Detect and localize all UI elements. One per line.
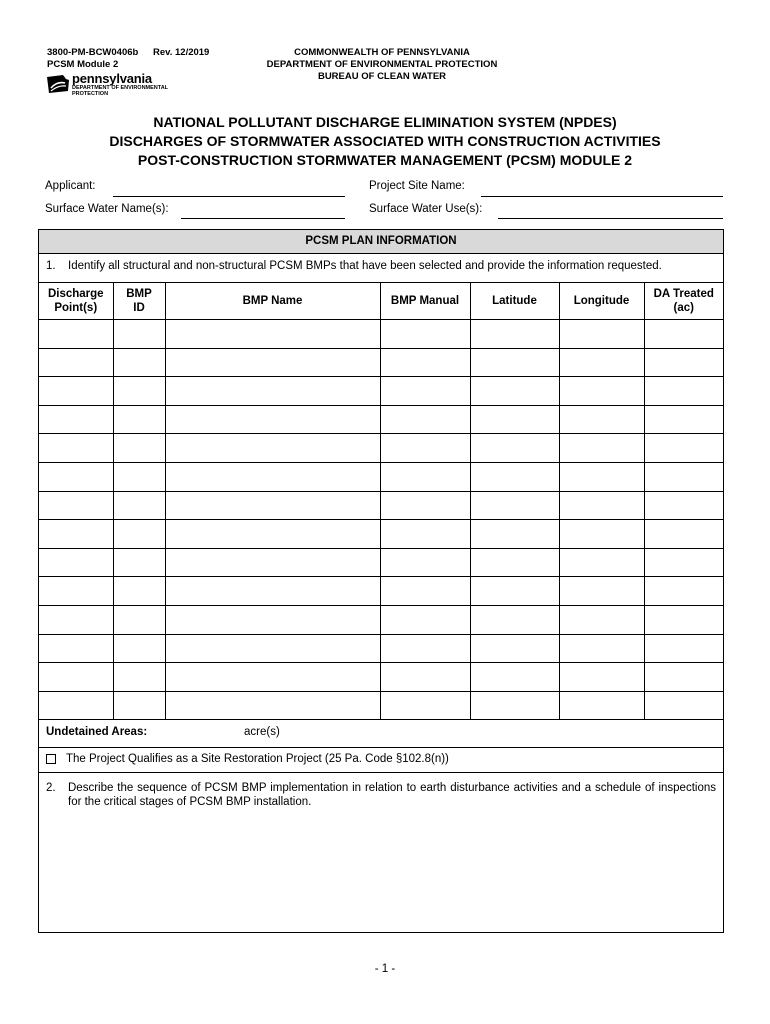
cell-bmp-name[interactable]	[165, 320, 380, 349]
cell-latitude[interactable]	[470, 377, 559, 406]
cell-da-treated[interactable]	[644, 691, 723, 720]
cell-discharge[interactable]	[39, 320, 113, 349]
cell-bmp-id[interactable]	[113, 548, 165, 577]
logo-dept	[72, 85, 168, 97]
cell-bmp-manual[interactable]	[380, 520, 470, 549]
cell-bmp-manual[interactable]	[380, 691, 470, 720]
site-restoration-row	[39, 747, 723, 773]
cell-bmp-id[interactable]	[113, 348, 165, 377]
cell-longitude[interactable]	[559, 377, 644, 406]
cell-bmp-id[interactable]	[113, 491, 165, 520]
cell-discharge[interactable]	[39, 605, 113, 634]
cell-bmp-name[interactable]	[165, 348, 380, 377]
cell-longitude[interactable]	[559, 462, 644, 491]
site-restoration-checkbox[interactable]	[46, 754, 56, 764]
table-header-row	[39, 283, 723, 320]
cell-bmp-id[interactable]	[113, 663, 165, 692]
cell-bmp-manual[interactable]	[380, 491, 470, 520]
cell-bmp-name[interactable]	[165, 520, 380, 549]
cell-bmp-manual[interactable]	[380, 548, 470, 577]
cell-da-treated[interactable]	[644, 491, 723, 520]
cell-da-treated[interactable]	[644, 577, 723, 606]
cell-latitude[interactable]	[470, 434, 559, 463]
item1-text: Identify all structural and non-structural PCSM BMPs that have been selected and provide the information requested.	[68, 260, 662, 272]
table-row	[39, 491, 723, 520]
table-row	[39, 434, 723, 463]
title-line3: POST-CONSTRUCTION STORMWATER MANAGEMENT (PCSM) MODULE 2	[137, 152, 633, 168]
col-bmp-id-line2: ID	[133, 302, 145, 314]
cell-bmp-id[interactable]	[113, 634, 165, 663]
table-row	[39, 577, 723, 606]
logo-dept-line1: DEPARTMENT OF ENVIRONMENTAL	[72, 85, 169, 91]
surface-water-name-field[interactable]	[181, 218, 345, 219]
col-discharge-point	[39, 283, 113, 320]
cell-discharge[interactable]	[39, 663, 113, 692]
cell-da-treated[interactable]	[644, 634, 723, 663]
cell-bmp-id[interactable]	[113, 377, 165, 406]
table-row	[39, 663, 723, 692]
cell-da-treated[interactable]	[644, 605, 723, 634]
cell-bmp-id[interactable]	[113, 577, 165, 606]
cell-latitude[interactable]	[470, 663, 559, 692]
project-site-label: Project Site Name:	[369, 180, 465, 192]
pa-dep-logo	[46, 71, 196, 103]
col-bmp-id	[113, 283, 165, 320]
cell-bmp-manual[interactable]	[380, 577, 470, 606]
undetained-areas-unit: acre(s)	[244, 726, 280, 738]
item1-number: 1.	[46, 260, 56, 272]
surface-water-use-field[interactable]	[498, 218, 723, 219]
col-bmp-id-line1: BMP	[126, 288, 152, 300]
title-line2: DISCHARGES OF STORMWATER ASSOCIATED WITH CONSTRUCTION ACTIVITIES	[109, 133, 661, 149]
cell-bmp-name[interactable]	[165, 434, 380, 463]
cell-bmp-id[interactable]	[113, 605, 165, 634]
section-heading: PCSM PLAN INFORMATION	[39, 230, 723, 254]
cell-discharge[interactable]	[39, 348, 113, 377]
cell-discharge[interactable]	[39, 405, 113, 434]
col-bmp-name: BMP Name	[165, 283, 380, 320]
cell-bmp-manual[interactable]	[380, 320, 470, 349]
cell-da-treated[interactable]	[644, 548, 723, 577]
cell-bmp-name[interactable]	[165, 634, 380, 663]
applicant-field[interactable]	[113, 196, 345, 197]
applicant-label: Applicant:	[45, 180, 96, 192]
col-da-line1: DA Treated	[653, 288, 714, 300]
cell-da-treated[interactable]	[644, 348, 723, 377]
cell-da-treated[interactable]	[644, 405, 723, 434]
table-row	[39, 634, 723, 663]
form-code: 3800-PM-BCW0406b	[47, 47, 139, 58]
cell-longitude[interactable]	[559, 320, 644, 349]
cell-bmp-manual[interactable]	[380, 605, 470, 634]
cell-longitude[interactable]	[559, 405, 644, 434]
agency-line3: BUREAU OF CLEAN WATER	[317, 71, 447, 82]
site-restoration-label: The Project Qualifies as a Site Restoration Project (25 Pa. Code §102.8(n))	[66, 753, 449, 765]
cell-longitude[interactable]	[559, 577, 644, 606]
cell-longitude[interactable]	[559, 691, 644, 720]
cell-bmp-manual[interactable]	[380, 462, 470, 491]
cell-da-treated[interactable]	[644, 520, 723, 549]
project-site-field[interactable]	[481, 196, 723, 197]
cell-bmp-name[interactable]	[165, 577, 380, 606]
keystone-state-icon	[46, 73, 70, 99]
cell-discharge[interactable]	[39, 491, 113, 520]
col-da-treated	[644, 283, 723, 320]
cell-bmp-name[interactable]	[165, 491, 380, 520]
table-row	[39, 520, 723, 549]
module-name: PCSM Module 2	[47, 59, 119, 70]
col-latitude: Latitude	[470, 283, 559, 320]
cell-latitude[interactable]	[470, 491, 559, 520]
table-row	[39, 548, 723, 577]
pcsm-plan-section	[38, 229, 724, 933]
cell-latitude[interactable]	[470, 548, 559, 577]
cell-latitude[interactable]	[470, 320, 559, 349]
logo-word: pennsylvania	[72, 71, 152, 86]
form-revision: Rev. 12/2019	[153, 47, 210, 58]
cell-longitude[interactable]	[559, 605, 644, 634]
col-discharge-line1: Discharge	[47, 288, 104, 300]
table-row	[39, 377, 723, 406]
cell-discharge[interactable]	[39, 434, 113, 463]
cell-bmp-name[interactable]	[165, 663, 380, 692]
undetained-areas-label: Undetained Areas:	[46, 726, 148, 738]
cell-longitude[interactable]	[559, 348, 644, 377]
cell-latitude[interactable]	[470, 691, 559, 720]
cell-bmp-manual[interactable]	[380, 377, 470, 406]
cell-bmp-manual[interactable]	[380, 663, 470, 692]
col-discharge-line2: Point(s)	[54, 302, 98, 314]
cell-longitude[interactable]	[559, 634, 644, 663]
cell-latitude[interactable]	[470, 520, 559, 549]
cell-da-treated[interactable]	[644, 320, 723, 349]
item1-instruction	[46, 260, 662, 272]
logo-dept-line2: PROTECTION	[72, 91, 109, 97]
cell-bmp-name[interactable]	[165, 605, 380, 634]
table-row	[39, 691, 723, 720]
cell-longitude[interactable]	[559, 548, 644, 577]
cell-longitude[interactable]	[559, 663, 644, 692]
document-title	[30, 113, 740, 170]
cell-longitude[interactable]	[559, 520, 644, 549]
cell-discharge[interactable]	[39, 577, 113, 606]
table-row	[39, 320, 723, 349]
item2-instruction	[46, 781, 716, 809]
cell-bmp-name[interactable]	[165, 691, 380, 720]
agency-line1: COMMONWEALTH OF PENNSYLVANIA	[294, 47, 470, 58]
cell-bmp-id[interactable]	[113, 405, 165, 434]
item2-response-area[interactable]	[39, 815, 723, 931]
cell-longitude[interactable]	[559, 491, 644, 520]
cell-bmp-manual[interactable]	[380, 348, 470, 377]
cell-latitude[interactable]	[470, 348, 559, 377]
col-bmp-manual: BMP Manual	[380, 283, 470, 320]
cell-bmp-id[interactable]	[113, 434, 165, 463]
cell-bmp-id[interactable]	[113, 320, 165, 349]
item2-text: Describe the sequence of PCSM BMP implementation in relation to earth disturbance activities and a schedule of inspections for the critical stages of PCSM BMP installation.	[68, 782, 716, 808]
agency-header	[232, 47, 532, 83]
cell-discharge[interactable]	[39, 377, 113, 406]
table-row	[39, 348, 723, 377]
table-row	[39, 605, 723, 634]
cell-da-treated[interactable]	[644, 462, 723, 491]
cell-longitude[interactable]	[559, 434, 644, 463]
col-da-line2: (ac)	[673, 302, 694, 314]
cell-bmp-name[interactable]	[165, 405, 380, 434]
cell-bmp-name[interactable]	[165, 462, 380, 491]
cell-bmp-manual[interactable]	[380, 434, 470, 463]
cell-bmp-manual[interactable]	[380, 405, 470, 434]
cell-bmp-id[interactable]	[113, 520, 165, 549]
form-header-left	[47, 47, 209, 71]
cell-latitude[interactable]	[470, 577, 559, 606]
page-number: - 1 -	[374, 963, 396, 975]
cell-discharge[interactable]	[39, 520, 113, 549]
cell-da-treated[interactable]	[644, 377, 723, 406]
table-row	[39, 405, 723, 434]
cell-discharge[interactable]	[39, 634, 113, 663]
table-row	[39, 462, 723, 491]
surface-water-use-label: Surface Water Use(s):	[369, 203, 483, 215]
cell-bmp-id[interactable]	[113, 691, 165, 720]
surface-water-name-label: Surface Water Name(s):	[45, 203, 169, 215]
bmp-table	[39, 282, 723, 720]
cell-latitude[interactable]	[470, 405, 559, 434]
title-line1: NATIONAL POLLUTANT DISCHARGE ELIMINATION SYSTEM (NPDES)	[153, 114, 617, 130]
agency-line2: DEPARTMENT OF ENVIRONMENTAL PROTECTION	[266, 59, 498, 70]
cell-bmp-manual[interactable]	[380, 634, 470, 663]
cell-bmp-id[interactable]	[113, 462, 165, 491]
cell-discharge[interactable]	[39, 691, 113, 720]
cell-da-treated[interactable]	[644, 434, 723, 463]
cell-bmp-name[interactable]	[165, 548, 380, 577]
cell-da-treated[interactable]	[644, 663, 723, 692]
undetained-areas-row	[39, 718, 723, 748]
cell-discharge[interactable]	[39, 462, 113, 491]
cell-latitude[interactable]	[470, 462, 559, 491]
cell-bmp-name[interactable]	[165, 377, 380, 406]
cell-latitude[interactable]	[470, 634, 559, 663]
cell-discharge[interactable]	[39, 548, 113, 577]
item2-number: 2.	[46, 782, 56, 794]
cell-latitude[interactable]	[470, 605, 559, 634]
col-longitude: Longitude	[559, 283, 644, 320]
